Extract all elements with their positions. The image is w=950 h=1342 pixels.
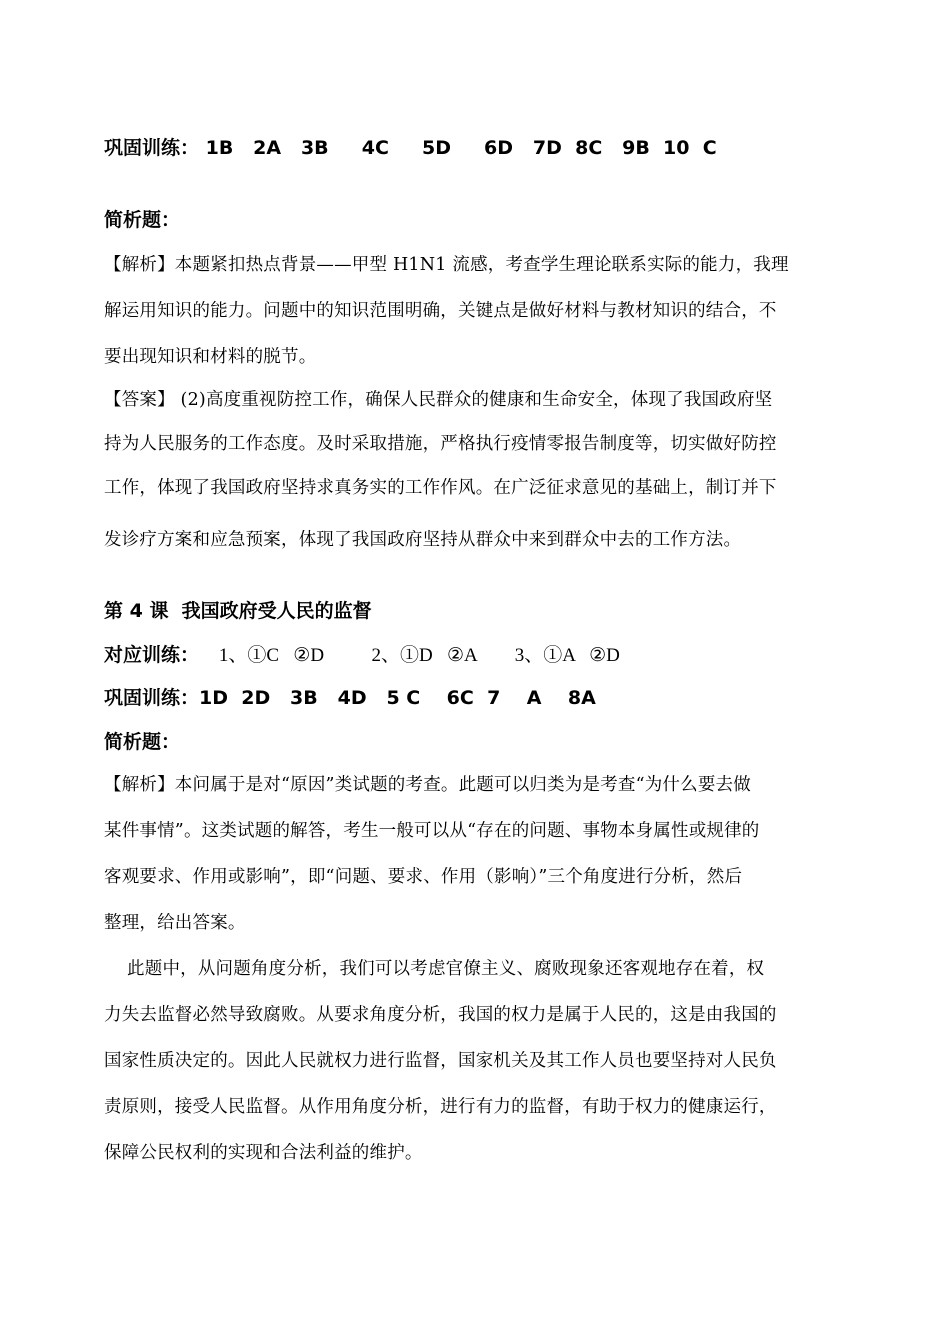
analysis-line: 【解析】本题紧扣热点背景——甲型 H1N1 流感，考查学生理论联系实际的能力，我理 (104, 255, 789, 275)
answer-line: 发诊疗方案和应急预案，体现了我国政府坚持从群众中来到群众中去的工作方法。 (104, 530, 742, 550)
analysis-line: 某件事情”。这类试题的解答，考生一般可以从“存在的问题、事物本身属性或规律的 (104, 821, 760, 841)
lesson-4-title: 第 4 课 我国政府受人民的监督 (104, 600, 372, 622)
practice-answers: 1、①C ②D 2、①D ②A 3、①A ②D (218, 645, 620, 666)
paragraph-line: 此题中，从问题角度分析，我们可以考虑官僚主义、腐败现象还客观地存在着，权 (104, 959, 765, 979)
answer-line: 工作，体现了我国政府坚持求真务实的工作作风。在广泛征求意见的基础上，制订并下 (104, 478, 777, 498)
analysis-line: 客观要求、作用或影响”，即“问题、要求、作用（影响）”三个角度进行分析，然后 (104, 867, 743, 887)
analysis-line: 要出现知识和材料的脱节。 (104, 347, 317, 367)
paragraph-line: 国家性质决定的。因此人民就权力进行监督，国家机关及其工作人员也要坚持对人民负 (104, 1051, 777, 1071)
practice-label: 对应训练： (104, 644, 200, 666)
paragraph-line: 力失去监督必然导致腐败。从要求角度分析，我国的权力是属于人民的，这是由我国的 (104, 1005, 777, 1025)
consolidate-training-line-4: 巩固训练：1D 2D 3B 4D 5 C 6C 7 A 8A (104, 687, 596, 709)
consolidate-training-line-3 (104, 133, 717, 160)
analysis-line: 整理，给出答案。 (104, 913, 246, 933)
analysis-line: 解运用知识的能力。问题中的知识范围明确，关键点是做好材料与教材知识的结合，不 (104, 301, 777, 321)
practice-training-line (104, 640, 620, 667)
consolidate-label: 巩固训练： (104, 137, 200, 159)
paragraph-line: 保障公民权利的实现和合法利益的维护。 (104, 1143, 423, 1163)
analysis-heading-4: 简析题： (104, 731, 181, 753)
analysis-line: 【解析】本问属于是对“原因”类试题的考查。此题可以归类为是考查“为什么要去做 (104, 775, 751, 795)
answer-line: 【答案】 (2)高度重视防控工作，确保人民群众的健康和生命安全，体现了我国政府坚 (104, 390, 773, 410)
paragraph-line: 责原则，接受人民监督。从作用角度分析，进行有力的监督，有助于权力的健康运行， (104, 1097, 777, 1117)
consolidate-answers: 1B 2A 3B 4C 5D 6D 7D 8C 9B 10 C (205, 137, 717, 159)
answer-line: 持为人民服务的工作态度。及时采取措施，严格执行疫情零报告制度等，切实做好防控 (104, 434, 777, 454)
analysis-heading-3: 简析题： (104, 209, 181, 231)
